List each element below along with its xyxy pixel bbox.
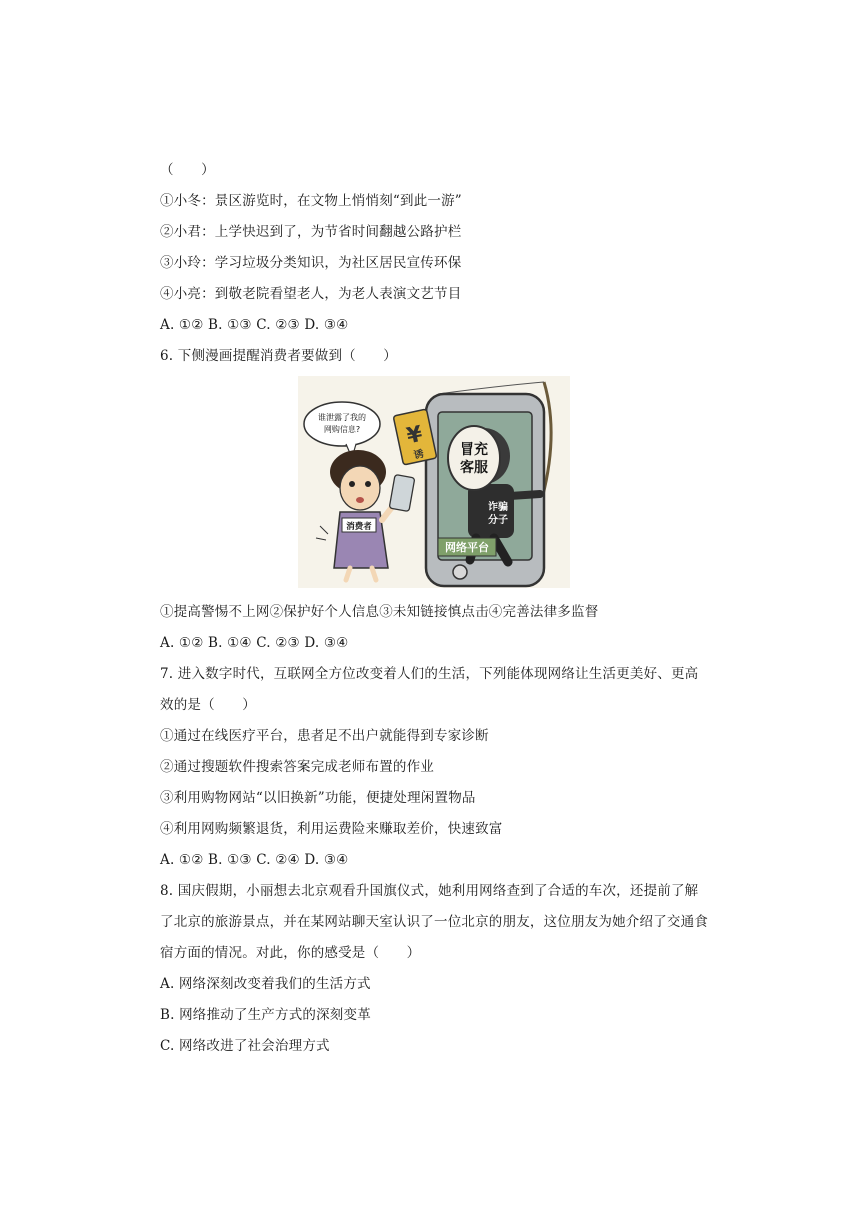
question-8-stem-2: 了北京的旅游景点，并在某网站聊天室认识了一位北京的朋友，这位朋友为她介绍了交通食 [160,914,708,930]
fraud-label-1: 诈骗 [488,502,508,513]
question-7-stem-1: 7. 进入数字时代，互联网全方位改变着人们的生活，下列能体现网络让生活更美好、更高 [160,666,699,682]
question-8-stem-3: 宿方面的情况。对此，你的感受是（ ） [160,945,421,961]
speech-line-1: 谁泄露了我的 [318,413,366,422]
q5-choices: A. ①② B. ①③ C. ②③ D. ③④ [160,317,349,333]
q5-option-4: ④小亮：到敬老院看望老人，为老人表演文艺节目 [160,286,462,302]
q7-choices: A. ①② B. ①③ C. ②④ D. ③④ [160,852,349,868]
question-8-stem-1: 8. 国庆假期，小丽想去北京观看升国旗仪式，她利用网络查到了合适的车次，还提前了解 [160,883,699,899]
bait-symbol: ¥ [404,421,425,450]
question-5-paren: （ ） [160,162,215,178]
consumer-label: 消费者 [346,522,372,532]
q5-option-1: ①小冬：景区游览时，在文物上悄悄刻“到此一游” [160,193,462,209]
q8-option-a: A. 网络深刻改变着我们的生活方式 [160,976,371,992]
fraud-label-2: 分子 [488,515,508,526]
bait-char: 诱 [412,448,425,462]
speech-line-2: 网购信息? [323,425,361,434]
question-7-stem-2: 效的是（ ） [160,697,256,713]
q8-option-c: C. 网络改进了社会治理方式 [160,1038,330,1054]
q5-option-2: ②小君：上学快迟到了，为节省时间翻越公路护栏 [160,224,462,240]
mask-text-1: 冒充 [460,442,488,458]
q5-option-3: ③小玲：学习垃圾分类知识，为社区居民宣传环保 [160,255,462,271]
q6-choices: A. ①② B. ①④ C. ②③ D. ③④ [160,635,349,651]
fraud-cartoon [298,376,570,588]
q6-statements: ①提高警惕不上网②保护好个人信息③未知链接慎点击④完善法律多监督 [160,604,599,620]
q8-option-b: B. 网络推动了生产方式的深刻变革 [160,1007,371,1023]
q7-option-3: ③利用购物网站“以旧换新”功能，便捷处理闲置物品 [160,790,476,806]
q7-option-4: ④利用网购频繁退货，利用运费险来赚取差价，快速致富 [160,821,503,837]
mask-text-2: 客服 [460,460,488,476]
question-6-stem: 6. 下侧漫画提醒消费者要做到（ ） [160,348,397,364]
q7-option-2: ②通过搜题软件搜索答案完成老师布置的作业 [160,759,434,775]
q7-option-1: ①通过在线医疗平台，患者足不出户就能得到专家诊断 [160,728,489,744]
platform-label: 网络平台 [445,541,489,554]
